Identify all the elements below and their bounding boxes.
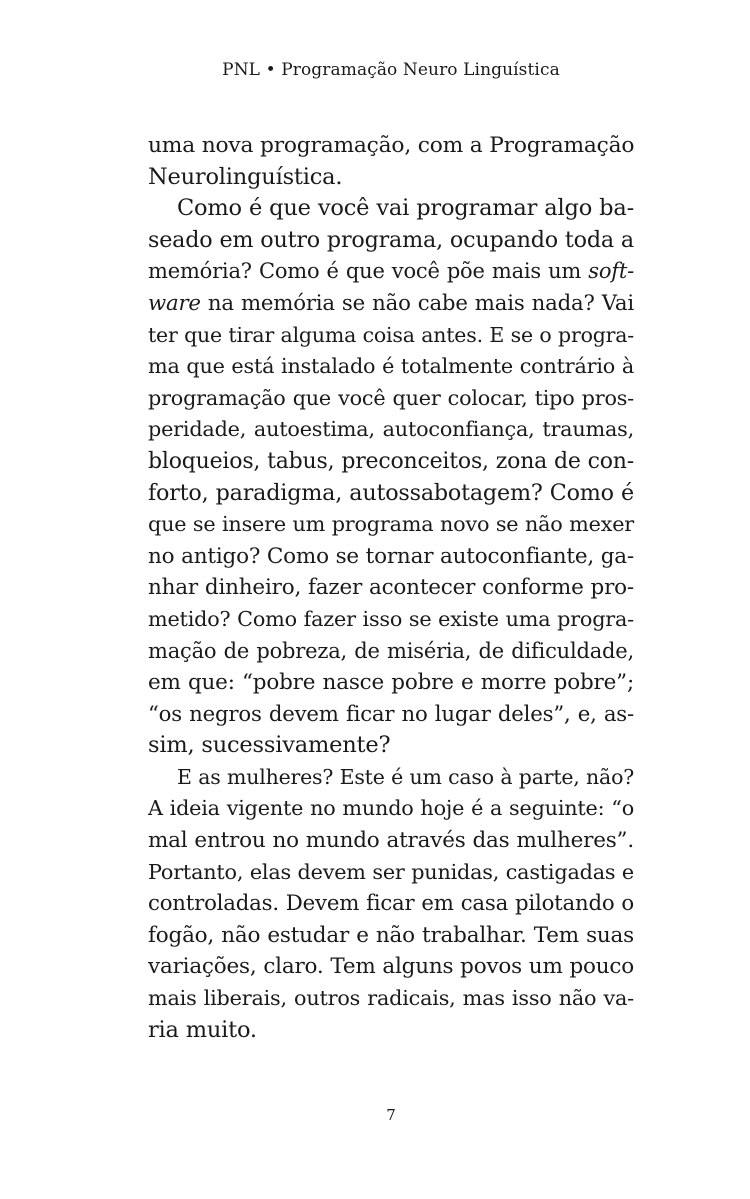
text-line: fogão, não estudar e não trabalhar. Tem suas [148, 922, 634, 948]
text-line: “os negros devem ficar no lugar deles”, e, as- [148, 701, 634, 727]
text-line: Neurolinguística. [148, 163, 343, 190]
text-line: bloqueios, tabus, preconceitos, zona de con- [148, 448, 634, 474]
text-line: em que: “pobre nasce pobre e morre pobre”; [148, 670, 634, 696]
text-line: nhar dinheiro, fazer acontecer conforme pro- [148, 575, 634, 601]
text-line: que se insere um programa novo se não mexer [148, 512, 634, 537]
text-line: sim, sucessivamente? [148, 732, 391, 759]
italic-term: ware [148, 290, 201, 316]
text-line: E as mulheres? Este é um caso à parte, não? [177, 764, 634, 789]
text-line: mais liberais, outros radicais, mas isso não va- [148, 986, 634, 1011]
text-run: na memória se não cabe mais nada? Vai [200, 290, 634, 316]
text-line [148, 256, 634, 288]
text-line: forto, paradigma, autossabotagem? Como é [148, 479, 634, 506]
text-line: ria muito. [148, 1016, 257, 1043]
text-line: mal entrou no mundo através das mulheres”. [148, 828, 634, 854]
text-line: variações, claro. Tem alguns povos um pouco [148, 954, 634, 980]
text-line: programação que você quer colocar, tipo pros- [148, 385, 634, 410]
text-line: A ideia vigente no mundo hoje é a seguinte: “o [148, 796, 634, 821]
running-head: PNL • Programação Neuro Linguística [222, 60, 560, 80]
italic-term: soft- [588, 259, 634, 284]
text-line: ter que tirar alguma coisa antes. E se o progra- [148, 322, 634, 347]
text-line: mação de pobreza, de miséria, de dificuldade, [148, 638, 634, 663]
page-number: 7 [386, 1106, 396, 1124]
text-line: no antigo? Como se tornar autoconfiante, ga- [148, 543, 634, 569]
text-line: controladas. Devem ficar em casa pilotando o [148, 891, 634, 917]
text-run: memória? Como é que você põe mais um [148, 259, 589, 284]
text-line: metido? Como fazer isso se existe uma progra- [148, 606, 634, 631]
body-text [148, 130, 634, 1046]
text-line: ma que está instalado é totalmente contrário à [148, 354, 634, 379]
text-line: seado em outro programa, ocupando toda a [148, 226, 634, 253]
text-line: Portanto, elas devem ser punidas, castigadas e [148, 859, 634, 884]
text-line: Como é que você vai programar algo ba- [177, 195, 634, 222]
text-line [148, 288, 634, 320]
text-line: peridade, autoestima, autoconfiança, traumas, [148, 417, 634, 442]
text-line: uma nova programação, com a Programação [148, 133, 635, 158]
